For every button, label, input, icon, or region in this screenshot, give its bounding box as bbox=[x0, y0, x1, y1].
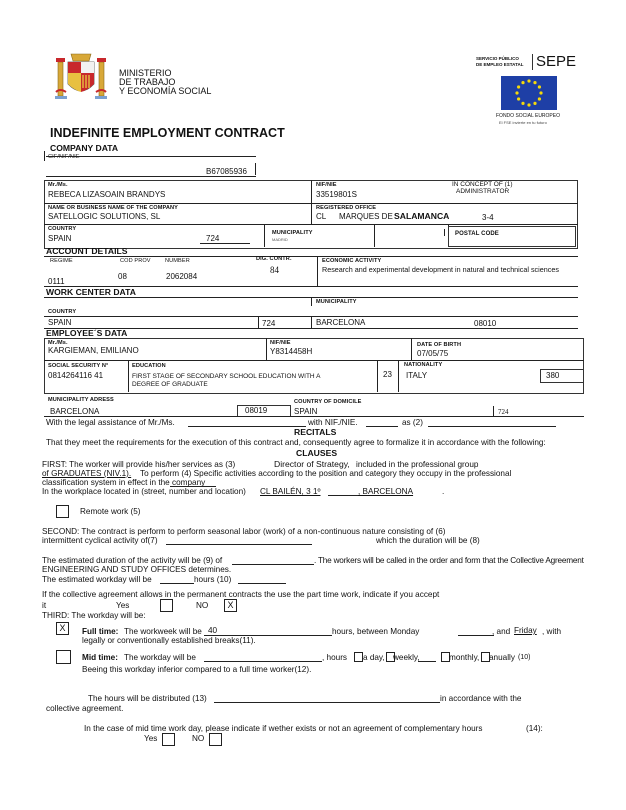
full-time-between: hours, between Monday bbox=[332, 627, 420, 636]
part-time-no-label: NO bbox=[196, 601, 209, 610]
muni-address-label: MUNICIPALITY ADRESS bbox=[48, 397, 114, 403]
full-time-legal: legally or conventionally established breaks(11). bbox=[82, 636, 256, 645]
company-nif-label: NIF/NIE bbox=[316, 182, 337, 188]
reg-street-bold[interactable]: SALAMANCA bbox=[394, 211, 450, 221]
first-clause-c2: To perform (4) Specific activities according to the position and category they occupy in the professional bbox=[140, 469, 512, 478]
eu-fund-label: FONDO SOCIAL EUROPEO bbox=[496, 113, 560, 119]
company-mrms-value[interactable]: REBECA LIZASOAIN BRANDYS bbox=[48, 190, 166, 199]
mid-weekly-label: weekly, bbox=[393, 653, 420, 662]
mid-time-text: The workday will be bbox=[124, 653, 196, 662]
reg-cl[interactable]: CL bbox=[316, 212, 327, 221]
company-muni-sub: MADRID bbox=[272, 237, 288, 242]
company-country-value[interactable]: SPAIN bbox=[48, 234, 72, 243]
dig-contr-value[interactable]: 84 bbox=[270, 265, 279, 275]
company-name-value[interactable]: SATELLOGIC SOLUTIONS, SL bbox=[48, 212, 161, 221]
ministry-line-3: Y ECONOMÍA SOCIAL bbox=[119, 86, 212, 96]
first-clause-d: classification system in effect in the company bbox=[42, 478, 206, 487]
full-time-label: Full time: bbox=[82, 627, 119, 636]
mid-time-checkbox[interactable] bbox=[56, 650, 71, 664]
estimated-a: The estimated duration of the activity will be (9) of bbox=[42, 556, 223, 565]
full-time-and: , and bbox=[492, 627, 511, 636]
wc-muni-label: MUNICIPALITY bbox=[316, 299, 357, 305]
full-time-checkbox[interactable]: X bbox=[56, 622, 69, 635]
muni-address-postal[interactable]: 08019 bbox=[245, 406, 268, 415]
estimated-e: hours (10) bbox=[194, 575, 232, 584]
domicile-value[interactable]: SPAIN bbox=[294, 407, 318, 416]
legal-assistance-label: With the legal assistance of Mr./Ms. bbox=[46, 418, 175, 427]
muni-address-value[interactable]: BARCELONA bbox=[50, 407, 100, 416]
ministry-line-2: DE TRABAJO bbox=[119, 77, 176, 87]
first-clause-b: included in the professional group bbox=[356, 460, 479, 469]
education-code[interactable]: 23 bbox=[383, 370, 392, 379]
ss-value[interactable]: 0814264116 41 bbox=[48, 371, 104, 380]
sepe-small-1: SERVICIO PÚBLICO bbox=[476, 56, 519, 61]
clauses-heading: CLAUSES bbox=[296, 448, 338, 458]
wc-muni-value[interactable]: BARCELONA bbox=[316, 318, 366, 327]
mid-monthly-label: monthly, bbox=[449, 653, 480, 662]
cif-label: CIF/NIF/NIE bbox=[48, 154, 80, 160]
distribution-c: collective agreement. bbox=[46, 704, 124, 713]
wc-country-value[interactable]: SPAIN bbox=[48, 318, 72, 327]
spain-coat-of-arms bbox=[52, 48, 110, 106]
page-title: INDEFINITE EMPLOYMENT CONTRACT bbox=[50, 126, 285, 140]
postal-code-label: POSTAL CODE bbox=[455, 231, 499, 237]
mid-time-hours: , hours bbox=[322, 653, 348, 662]
company-name-label: NAME OR BUSINESS NAME OF THE COMPANY bbox=[48, 205, 178, 211]
part-time-it: it bbox=[42, 601, 47, 610]
dig-contr-label: DIG. CONTR. bbox=[256, 256, 292, 262]
company-country-label: COUNTRY bbox=[48, 226, 77, 232]
legal-as-label: as (2) bbox=[402, 418, 423, 427]
first-dot: . bbox=[442, 487, 445, 496]
first-clause-e: In the workplace located in (street, number and location) bbox=[42, 487, 246, 496]
company-country-code[interactable]: 724 bbox=[206, 234, 220, 243]
reg-num[interactable]: 3-4 bbox=[482, 213, 494, 222]
wc-country-label: COUNTRY bbox=[48, 309, 77, 315]
distribution-a: The hours will be distributed (13) bbox=[88, 694, 207, 703]
work-center-heading: WORK CENTER DATA bbox=[46, 287, 136, 297]
econ-activity-value[interactable]: Research and experimental development in natural and technical sciences bbox=[322, 265, 559, 274]
recitals-heading: RECITALS bbox=[294, 427, 337, 437]
midtime-question: In the case of mid time work day, please indicate if wether exists or not an agreement of complementary hours bbox=[84, 724, 483, 733]
remote-work-checkbox[interactable] bbox=[56, 505, 69, 518]
part-time-yes-checkbox[interactable] bbox=[160, 599, 173, 612]
distribution-b: in accordance with the bbox=[440, 694, 522, 703]
nationality-value[interactable]: ITALY bbox=[406, 371, 428, 380]
legal-nif-label: with NIF./NIE. bbox=[308, 418, 358, 427]
account-details-heading: ACCOUNT DETAILS bbox=[46, 246, 128, 256]
first-city[interactable]: , BARCELONA bbox=[358, 487, 414, 496]
education-value-2[interactable]: DEGREE OF GRADUATE bbox=[132, 381, 208, 388]
ss-label: SOCIAL SECURITY N° bbox=[48, 363, 109, 369]
dob-label: DATE OF BIRTH bbox=[417, 342, 462, 348]
full-time-with: , with bbox=[542, 627, 562, 636]
education-label: EDUCATION bbox=[132, 363, 166, 369]
number-value[interactable]: 2062084 bbox=[166, 272, 198, 281]
sepe-small-2: DE EMPLEO ESTATAL bbox=[476, 62, 524, 67]
ministry-line-1: MINISTERIO bbox=[119, 68, 172, 78]
reg-street[interactable]: MARQUES DE bbox=[339, 212, 393, 221]
mid-anually-label: anually bbox=[489, 653, 515, 662]
employee-data-heading: EMPLOYEE´S DATA bbox=[46, 328, 128, 338]
company-muni-label: MUNICIPALITY bbox=[272, 230, 313, 236]
concept-label: IN CONCEPT OF (1) bbox=[452, 181, 513, 188]
dob-value[interactable]: 07/05/75 bbox=[417, 349, 449, 358]
third-clause: THIRD: The workday will be: bbox=[42, 611, 146, 620]
estimated-b: . The workers will be called in the order and form that the Collective Agreement bbox=[314, 556, 584, 565]
emp-nif-label: NIF/NIE bbox=[270, 340, 291, 346]
midtime-yes-label: Yes bbox=[144, 734, 158, 743]
company-nif-value[interactable]: 33519801S bbox=[316, 190, 357, 199]
mid-day-checkbox[interactable] bbox=[354, 652, 363, 662]
eu-fund-sub: El FSE invierte en tu futuro bbox=[499, 120, 547, 125]
first-clause-c1: of GRADUATES (NIV.1). bbox=[42, 469, 132, 478]
econ-activity-label: ECONOMIC ACTIVITY bbox=[322, 258, 382, 264]
midtime-yes-checkbox[interactable] bbox=[162, 733, 175, 746]
first-clause-a: FIRST: The worker will provide his/her services as (3) bbox=[42, 460, 236, 469]
full-time-day[interactable]: Friday bbox=[514, 626, 537, 635]
wc-postal-value[interactable]: 08010 bbox=[474, 319, 497, 328]
regime-value[interactable]: 0111 bbox=[48, 277, 65, 286]
estimated-c: ENGINEERING AND STUDY OFFICES determines. bbox=[42, 565, 232, 574]
company-mrms-label: Mr./Ms. bbox=[48, 182, 68, 188]
recitals-text: That they meet the requirements for the execution of this contract and, consequently agree to formalize it in accordance with the following: bbox=[46, 438, 546, 447]
nationality-code[interactable]: 380 bbox=[546, 371, 560, 380]
company-data-heading: COMPANY DATA bbox=[50, 143, 119, 153]
mid-inferior: Beeing this workday inferior compared to a full time worker(12). bbox=[82, 665, 312, 674]
part-time-no-checkbox[interactable]: X bbox=[224, 599, 237, 612]
first-role[interactable]: Director of Strategy, bbox=[274, 459, 350, 469]
cod-prov-label: COD PROV bbox=[120, 258, 151, 264]
midtime-no-checkbox[interactable] bbox=[209, 733, 222, 746]
education-value-1[interactable]: FIRST STAGE OF SECONDARY SCHOOL EDUCATION WITH A bbox=[132, 373, 321, 380]
full-time-text: The workweek will be bbox=[124, 627, 202, 636]
nationality-label: NATIONALITY bbox=[404, 362, 443, 368]
midtime-ref: (14): bbox=[526, 724, 543, 733]
remote-work-label: Remote work (5) bbox=[80, 507, 141, 516]
emp-mrms-label: Mr./Ms. bbox=[48, 340, 68, 346]
cif-value[interactable]: B67085936 bbox=[206, 167, 247, 176]
part-time-question: If the collective agreement allows in the permanent contracts the use the part time work, indicate if you accept bbox=[42, 590, 440, 599]
domicile-code[interactable]: 724 bbox=[498, 408, 509, 416]
cod-prov-value[interactable]: 08 bbox=[118, 272, 127, 281]
part-time-yes-label: Yes bbox=[116, 601, 130, 610]
mid-day-label: a day, bbox=[363, 653, 385, 662]
second-clause-a: SECOND: The contract is perform to perform seasonal labor (work) of a non-continuous nature consisting of (6) bbox=[42, 527, 446, 536]
registered-office-label: REGISTERED OFFICE bbox=[316, 205, 377, 211]
crown bbox=[71, 54, 91, 61]
concept-value[interactable]: ADMINISTRATOR bbox=[456, 188, 510, 195]
mid-time-label: Mid time: bbox=[82, 653, 118, 662]
emp-nif-value[interactable]: Y8314458H bbox=[270, 347, 313, 356]
sepe-title: SEPE bbox=[536, 53, 577, 70]
sepe-logo bbox=[470, 52, 582, 72]
second-clause-b: intermittent cyclical activity of(7) bbox=[42, 536, 158, 545]
midtime-no-label: NO bbox=[192, 734, 205, 743]
second-clause-c: which the duration will be (8) bbox=[376, 536, 480, 545]
full-time-hours[interactable]: 40 bbox=[208, 626, 218, 635]
domicile-label: COUNTRY OF DOMICILE bbox=[294, 399, 362, 405]
first-address[interactable]: CL BAILÉN, 3 1º bbox=[260, 487, 321, 496]
regime-label: REGIME bbox=[50, 258, 73, 264]
number-label: NUMBER bbox=[165, 258, 190, 264]
eu-flag-icon bbox=[501, 76, 557, 110]
wc-country-code[interactable]: 724 bbox=[262, 319, 276, 328]
estimated-d: The estimated workday will be bbox=[42, 575, 152, 584]
emp-mrms-value[interactable]: KARGIEMAN, EMILIANO bbox=[48, 346, 139, 355]
mid-ref: (10) bbox=[518, 654, 531, 661]
